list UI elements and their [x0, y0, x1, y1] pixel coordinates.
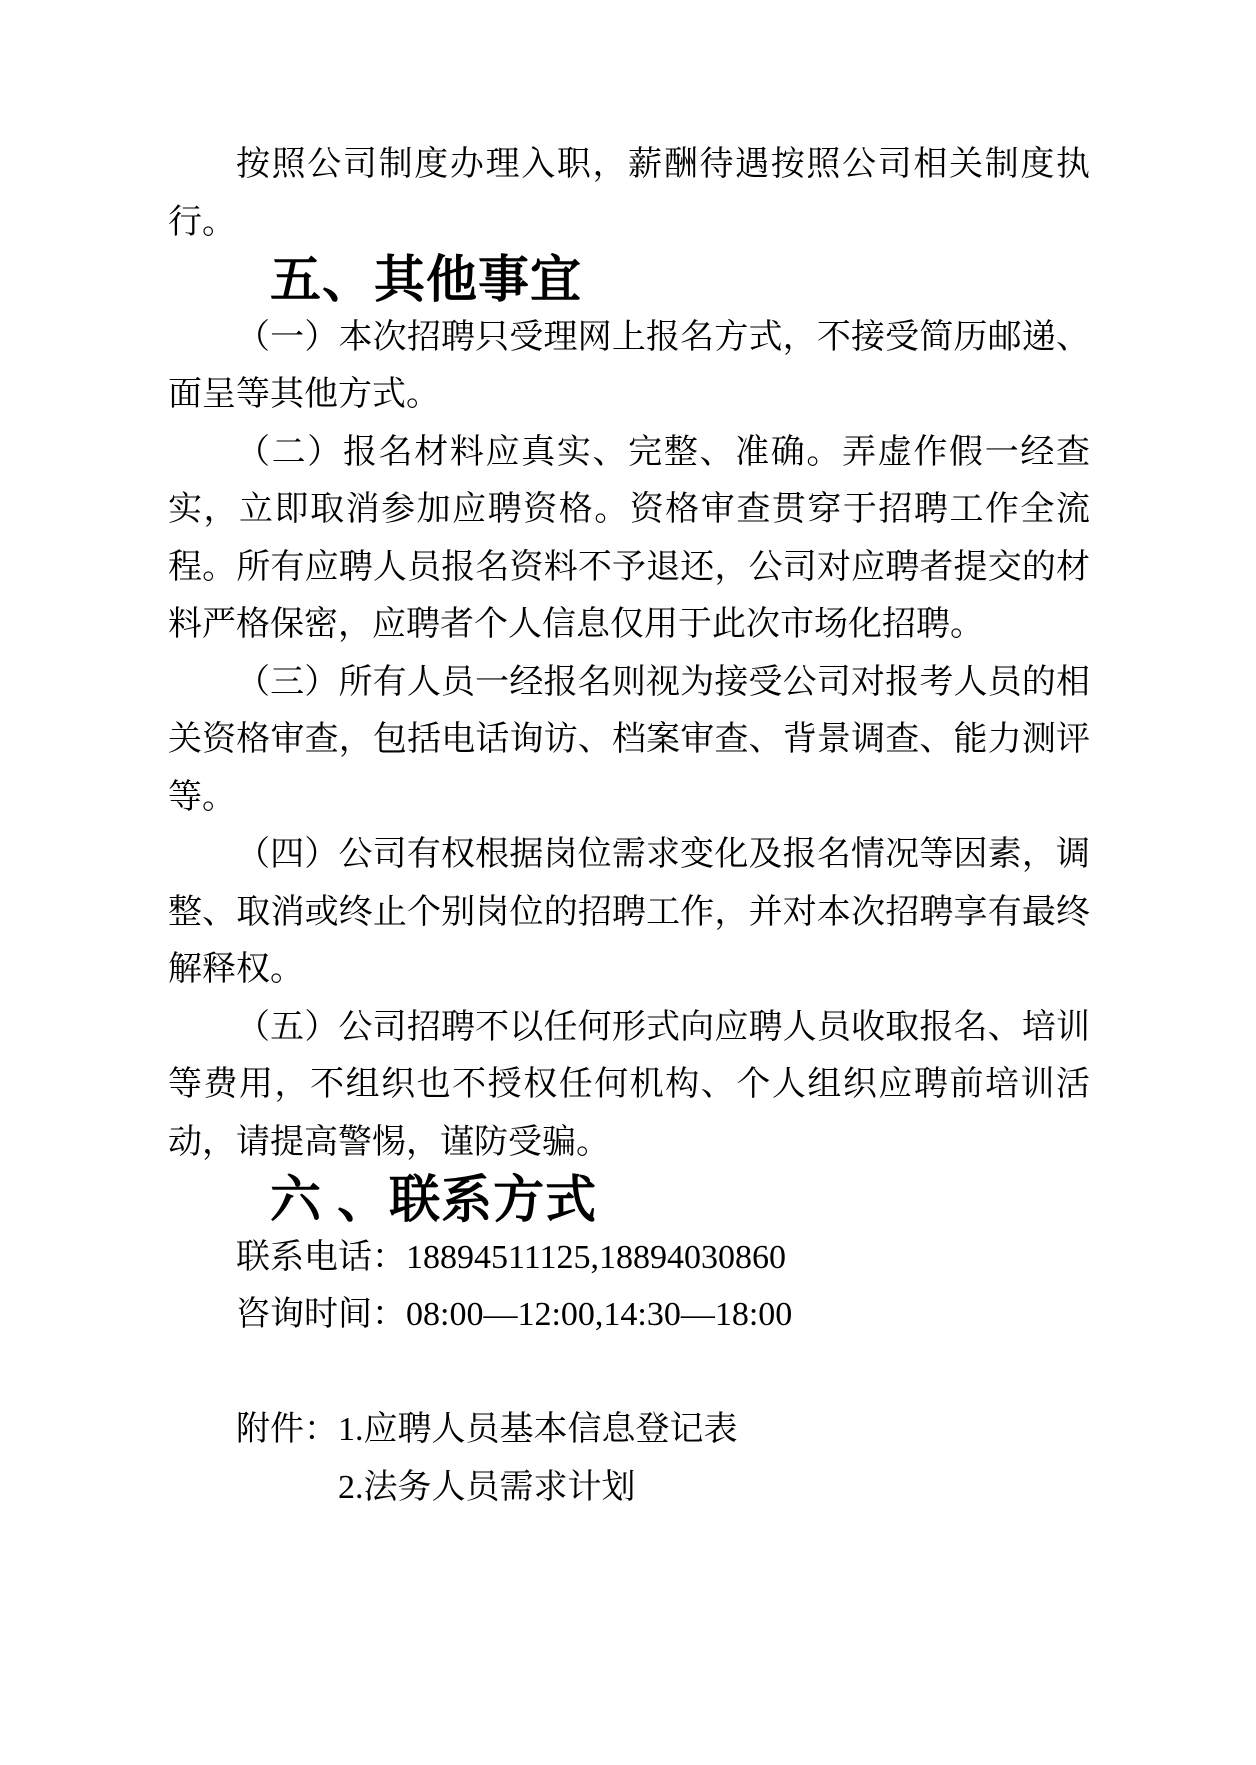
- section-six-heading: 六 、联系方式: [270, 1171, 598, 1228]
- contact-phone-label: 联系电话：: [236, 1238, 406, 1276]
- attachments-label: 附件：: [236, 1411, 338, 1448]
- section-five-heading: 五、其他事宜: [270, 251, 583, 308]
- contact-phone-line: [168, 1229, 1090, 1287]
- section-five-item-2: （二）报名材料应真实、完整、准确。弄虚作假一经查实，立即取消参加应聘资格。资格审查贯穿于招聘工作全流程。所有应聘人员报名资料不予退还，公司对应聘者提交的材料严格保密，应聘者个人信息仅用于此次市场化招聘。: [168, 433, 1090, 643]
- section-five-item-4: （四）公司有权根据岗位需求变化及报名情况等因素，调整、取消或终止个别岗位的招聘工作，并对本次招聘享有最终解释权。: [168, 836, 1090, 988]
- paragraph-onboarding-policy: 按照公司制度办理入职，薪酬待遇按照公司相关制度执行。: [168, 146, 1090, 241]
- section-five-item-5: （五）公司招聘不以任何形式向应聘人员收取报名、培训等费用，不组织也不授权任何机构、个人组织应聘前培训活动，请提高警惕，谨防受骗。: [168, 1008, 1090, 1161]
- attachment-item-1: 1.应聘人员基本信息登记表: [338, 1411, 738, 1448]
- contact-phone-numbers: 18894511125,18894030860: [406, 1238, 786, 1276]
- contact-hours-value: 08:00—12:00,14:30—18:00: [406, 1296, 793, 1333]
- section-five-item-1: （一）本次招聘只受理网上报名方式，不接受简历邮递、面呈等其他方式。: [168, 318, 1090, 413]
- attachments-block: [168, 1401, 1090, 1516]
- attachment-item-2: 2.法务人员需求计划: [338, 1468, 636, 1506]
- contact-hours-label: 咨询时间：: [236, 1296, 406, 1333]
- section-five-item-3: （三）所有人员一经报名则视为接受公司对报考人员的相关资格审查，包括电话询访、档案审查、背景调查、能力测评等。: [168, 663, 1090, 816]
- attachment-line-2: [338, 1459, 1090, 1517]
- contact-hours-line: [168, 1286, 1090, 1344]
- attachment-line-1: [168, 1401, 1090, 1459]
